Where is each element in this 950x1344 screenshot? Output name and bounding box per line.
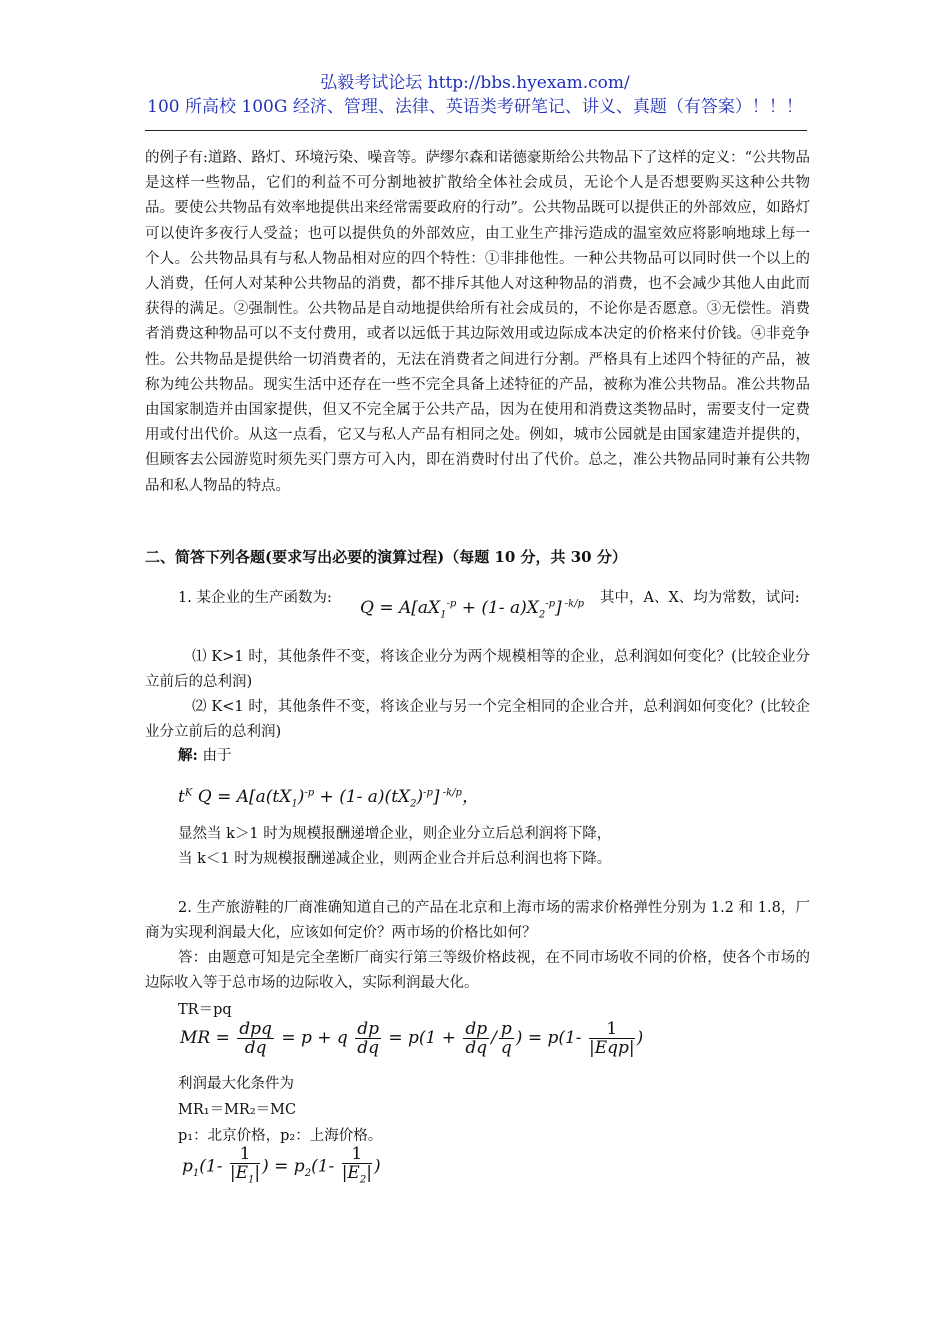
q2-text: 2. 生产旅游鞋的厂商准确知道自己的产品在北京和上海市场的需求价格弹性分别为 1.2 和 1.8，厂商为实现利润最大化，应该如何定价？两市场的价格比如何？ [145,900,810,942]
solution-label: 解: [178,747,198,764]
intro-paragraph: 的例子有:道路、路灯、环境污染、噪音等。萨缪尔森和诺德豪斯给公共物品下了这样的定义：“公共物品是这样一些物品，它们的利益不可分割地被扩散给全体社会成员，无论个人是否想要购买这种公共物品。要使公共物品有效率地提供出来经常需要政府的行动”。公共物品既可以提供正的外部效应，如路灯可以使许多夜行人受益；也可以提供负的外部效应，由工业生产排污造成的温室效应将影响地球上每一个人。公共物品具有与私人物品相对应的四个特性：①非排他性。一种公共物品可以同时供一个以上的人消费，任何人对某种公共物品的消费，都不排斥其他人对这种物品的消费，也不会减少其他人由此而获得的满足。②强制性。公共物品是自动地提供给所有社会成员的，不论你是否愿意。③无偿性。消费者消费这种物品可以不支付费用，或者以远低于其边际效用或边际成本决定的价格来付价钱。④非竞争性。公共物品是提供给一切消费者的，无法在消费者之间进行分割。严格具有上述四个特征的产品，被称为纯公共物品。现实生活中还存在一些不完全具备上述特征的产品，被称为准公共物品。准公共物品由国家制造并由国家提供，但又不完全属于公共产品，因为在使用和消费这类物品时，需要支付一定费用或付出代价。从这一点看，它又与私人产品有相同之处。例如，城市公园就是由国家建造并提供的，但顾客去公园游览时须先买门票方可入内，即在消费时付出了代价。总之，准公共物品同时兼有公共物品和私人物品的特点。 [145,150,810,494]
mr-formula: MR = $\frac{\text{dpq}}{dq}$ = p + q $\frac{dp}{dq}$ = p(1 + $\frac{dp}{dq}$ / $\frac{p}{q}$ ) = p(1- $\frac{1}{\text{|Eqp|}}$ ) [180,1019,644,1058]
production-function-formula: $Q = A[aX_1^{-p} + (1-$ $a)X_2^{-p}$] $^{-k/p}$ [360,598,585,621]
header-forum-link[interactable]: 弘毅考试论坛 http://bbs.hyexam.com/ [320,73,630,93]
scaled-production-formula: $t^K$ $Q = A[a(tX_1)^{-p} + (1-$ $a)(tX_2)^{-p}$] $^{-k/p}$， [178,787,479,810]
header-divider [145,130,807,131]
q1-solution-intro [178,744,231,765]
solution-text: 由于 [202,748,232,764]
price-definitions: p₁：北京价格，p₂：上海价格。 [178,1128,383,1144]
section-title: 二、简答下列各题(要求写出必要的演算过程)（每题 10 分，共 30 分） [145,548,627,566]
condition-label: 利润最大化条件为 [178,1076,294,1092]
q1-conclusion-1: 显然当 k＞1 时为规模报酬递增企业，则企业分立后总利润将下降， [178,826,612,842]
condition-formula: MR₁＝MR₂＝MC [178,1102,297,1118]
price-equality-formula: $p_1(1-$ $\frac{1}{|E_1|}$ ) = $p_2(1-$ $\frac{1}{|E_2|}$ ) [182,1144,381,1186]
q1-tail: 其中，A、X、均为常数，试问: [600,590,800,606]
q2-answer: 答：由题意可知是完全垄断厂商实行第三等级价格歧视，在不同市场收不同的价格，使各个市场的边际收入等于总市场的边际收入，实际利润最大化。 [145,950,810,992]
q1-conclusion-2: 当 k＜1 时为规模报酬递减企业，则两企业合并后总利润也将下降。 [178,851,612,867]
q1-lead: 1. 某企业的生产函数为: [178,590,332,606]
header-promo: 100 所高校 100G 经济、管理、法律、英语类考研笔记、讲义、真题（有答案）！！！ [147,97,803,117]
q1-sub2: ⑵ K<1 时，其他条件不变，将该企业与另一个完全相同的企业合并，总利润如何变化？(比较企业分立前后的总利润) [145,699,810,741]
tr-formula: TR＝pq [178,1002,232,1018]
q1-sub1: ⑴ K>1 时，其他条件不变，将该企业分为两个规模相等的企业，总利润如何变化？(比较企业分立前后的总利润) [145,649,810,691]
